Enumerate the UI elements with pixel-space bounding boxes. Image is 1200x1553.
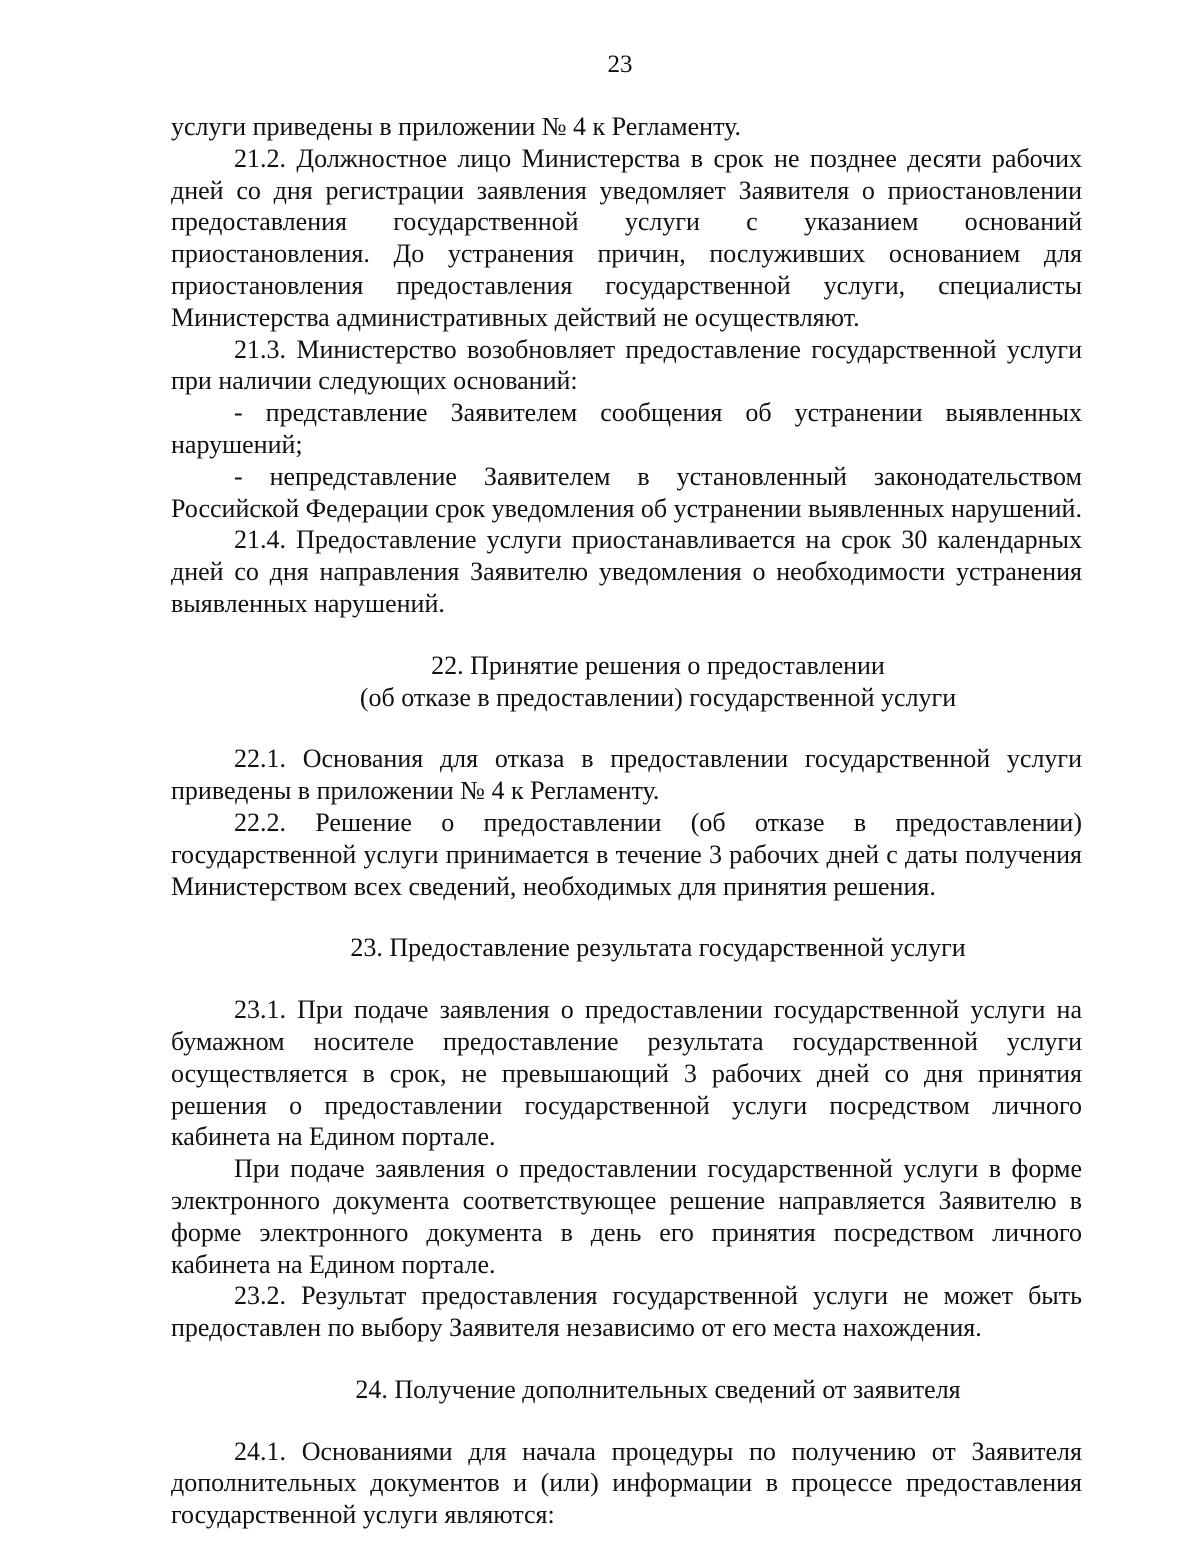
list-item-21-3-a: - представление Заявителем сообщения об устранении выявленных нарушений; <box>171 398 1082 459</box>
paragraph-23-1: 23.1. При подаче заявления о предоставлении государственной услуги на бумажном носителе предоставление результата государственной услуги осуществляется в срок, не превышающий 3 рабочих дней со дня принятия решения о предоставлении государственной услуги посредством личного кабинета на Едином портале. <box>171 995 1082 1152</box>
paragraph-22-1: 22.1. Основания для отказа в предоставлении государственной услуги приведены в приложении № 4 к Регламенту. <box>171 744 1082 806</box>
list-item-21-3-b: - непредставление Заявителем в установленный законодательством Российской Федерации срок уведомления об устранении выявленных нарушений. <box>171 461 1082 523</box>
document-body <box>171 111 1082 1531</box>
paragraph-23-1-b: При подаче заявления о предоставлении государственной услуги в форме электронного документа соответствующее решение направляется Заявителю в форме электронного документа в день его принятия посредством личного кабинета на Едином портале. <box>171 1154 1082 1279</box>
paragraph-24-1: 24.1. Основаниями для начала процедуры по получению от Заявителя дополнительных документов и (или) информации в процессе предоставления государственной услуги являются: <box>171 1436 1082 1530</box>
paragraph-21-3: 21.3. Министерство возобновляет предоставление государственной услуги при наличии следующих оснований: <box>171 334 1082 396</box>
section-heading-22 <box>171 650 1082 714</box>
paragraph-intro: услуги приведены в приложении № 4 к Регламенту. <box>171 112 742 141</box>
section-heading-24: 24. Получение дополнительных сведений от заявителя <box>355 1374 961 1404</box>
page-number: 23 <box>607 51 633 78</box>
paragraph-23-2: 23.2. Результат предоставления государственной услуги не может быть предоставлен по выбору Заявителя независимо от его места нахождения. <box>171 1281 1082 1343</box>
paragraph-22-2: 22.2. Решение о предоставлении (об отказе в предоставлении) государственной услуги принимается в течение 3 рабочих дней с даты получения Министерством всех сведений, необходимых для принятия решения. <box>171 807 1082 901</box>
paragraph-21-4: 21.4. Предоставление услуги приостанавливается на срок 30 календарных дней со дня направления Заявителю уведомления о необходимости устранения выявленных нарушений. <box>171 525 1082 618</box>
paragraph-21-2: 21.2. Должностное лицо Министерства в срок не позднее десяти рабочих дней со дня регистрации заявления уведомляет Заявителя о приостановлении предоставления государственной услуги с указанием оснований приостановления. До устранения причин, послуживших основанием для приостановления предоставления государственной услуги, специалисты Министерства административных действий не осуществляют. <box>171 143 1082 332</box>
section-heading-22-line2: (об отказе в предоставлении) государственной услуги <box>359 682 957 712</box>
section-heading-23: 23. Предоставление результата государственной услуги <box>350 933 966 963</box>
section-heading-22-line1: 22. Принятие решения о предоставлении <box>431 650 885 680</box>
